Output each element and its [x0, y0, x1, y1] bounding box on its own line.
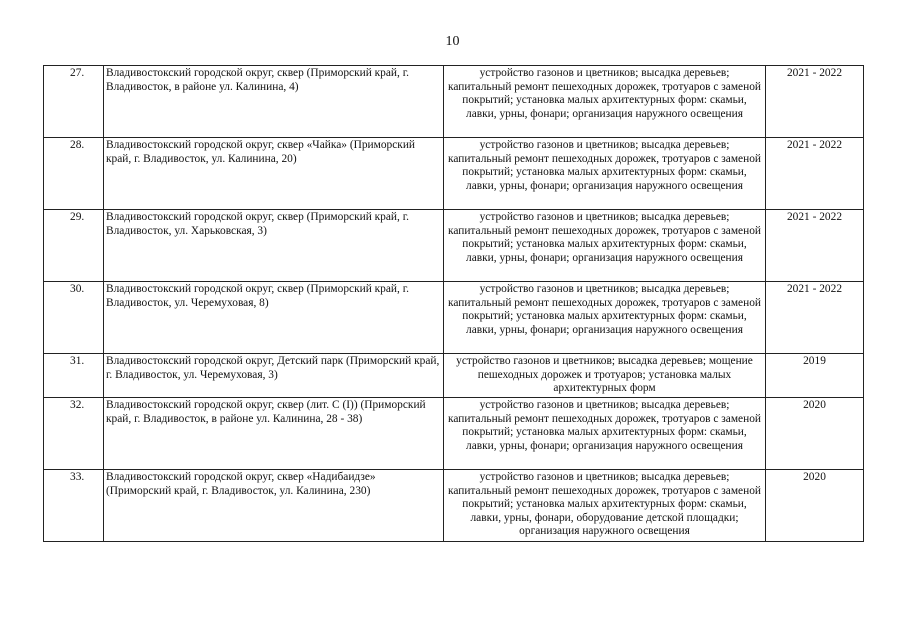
improvement-objects-table — [43, 65, 864, 542]
table-row — [44, 398, 864, 470]
table-row — [44, 470, 864, 542]
table-row — [44, 210, 864, 282]
table-row — [44, 138, 864, 210]
object-description: Владивостокский городской округ, сквер (лит. С (I)) (Приморский край, г. Владивосток, в районе ул. Калинина, 28 - 38) — [104, 398, 444, 470]
row-number: 31. — [44, 354, 104, 398]
row-number: 28. — [44, 138, 104, 210]
row-number: 27. — [44, 66, 104, 138]
works-description: устройство газонов и цветников; высадка деревьев; капитальный ремонт пешеходных дорожек, тротуаров с заменой покрытий; установка малых архитектурных форм: скамьи, лавки, урны, фонари; организация наружного освещения — [444, 66, 766, 138]
row-number: 30. — [44, 282, 104, 354]
works-description: устройство газонов и цветников; высадка деревьев; капитальный ремонт пешеходных дорожек, тротуаров с заменой покрытий; установка малых архитектурных форм: скамьи, лавки, урны, фонари; организация наружного освещения — [444, 398, 766, 470]
object-description: Владивостокский городской округ, сквер (Приморский край, г. Владивосток, ул. Харьковская, 3) — [104, 210, 444, 282]
implementation-years: 2021 - 2022 — [766, 138, 864, 210]
table-row — [44, 282, 864, 354]
page-number: 10 — [445, 34, 460, 49]
row-number: 32. — [44, 398, 104, 470]
table-row — [44, 66, 864, 138]
object-description: Владивостокский городской округ, Детский парк (Приморский край, г. Владивосток, ул. Черемуховая, 3) — [104, 354, 444, 398]
implementation-years: 2020 — [766, 398, 864, 470]
object-description: Владивостокский городской округ, сквер (Приморский край, г. Владивосток, в районе ул. Калинина, 4) — [104, 66, 444, 138]
object-description: Владивостокский городской округ, сквер (Приморский край, г. Владивосток, ул. Черемуховая, 8) — [104, 282, 444, 354]
table-row — [44, 354, 864, 398]
works-description: устройство газонов и цветников; высадка деревьев; мощение пешеходных дорожек и тротуаров; установка малых архитектурных форм — [444, 354, 766, 398]
row-number: 29. — [44, 210, 104, 282]
object-description: Владивостокский городской округ, сквер «Надибаидзе» (Приморский край, г. Владивосток, ул. Калинина, 230) — [104, 470, 444, 542]
implementation-years: 2021 - 2022 — [766, 282, 864, 354]
implementation-years: 2019 — [766, 354, 864, 398]
works-description: устройство газонов и цветников; высадка деревьев; капитальный ремонт пешеходных дорожек, тротуаров с заменой покрытий; установка малых архитектурных форм: скамьи, лавки, урны, фонари, оборудование детской площадки; организация наружного освещения — [444, 470, 766, 542]
works-description: устройство газонов и цветников; высадка деревьев; капитальный ремонт пешеходных дорожек, тротуаров с заменой покрытий; установка малых архитектурных форм: скамьи, лавки, урны, фонари; организация наружного освещения — [444, 282, 766, 354]
object-description: Владивостокский городской округ, сквер «Чайка» (Приморский край, г. Владивосток, ул. Калинина, 20) — [104, 138, 444, 210]
works-description: устройство газонов и цветников; высадка деревьев; капитальный ремонт пешеходных дорожек, тротуаров с заменой покрытий; установка малых архитектурных форм: скамьи, лавки, урны, фонари; организация наружного освещения — [444, 138, 766, 210]
implementation-years: 2021 - 2022 — [766, 210, 864, 282]
works-description: устройство газонов и цветников; высадка деревьев; капитальный ремонт пешеходных дорожек, тротуаров с заменой покрытий; установка малых архитектурных форм: скамьи, лавки, урны, фонари; организация наружного освещения — [444, 210, 766, 282]
row-number: 33. — [44, 470, 104, 542]
implementation-years: 2021 - 2022 — [766, 66, 864, 138]
implementation-years: 2020 — [766, 470, 864, 542]
